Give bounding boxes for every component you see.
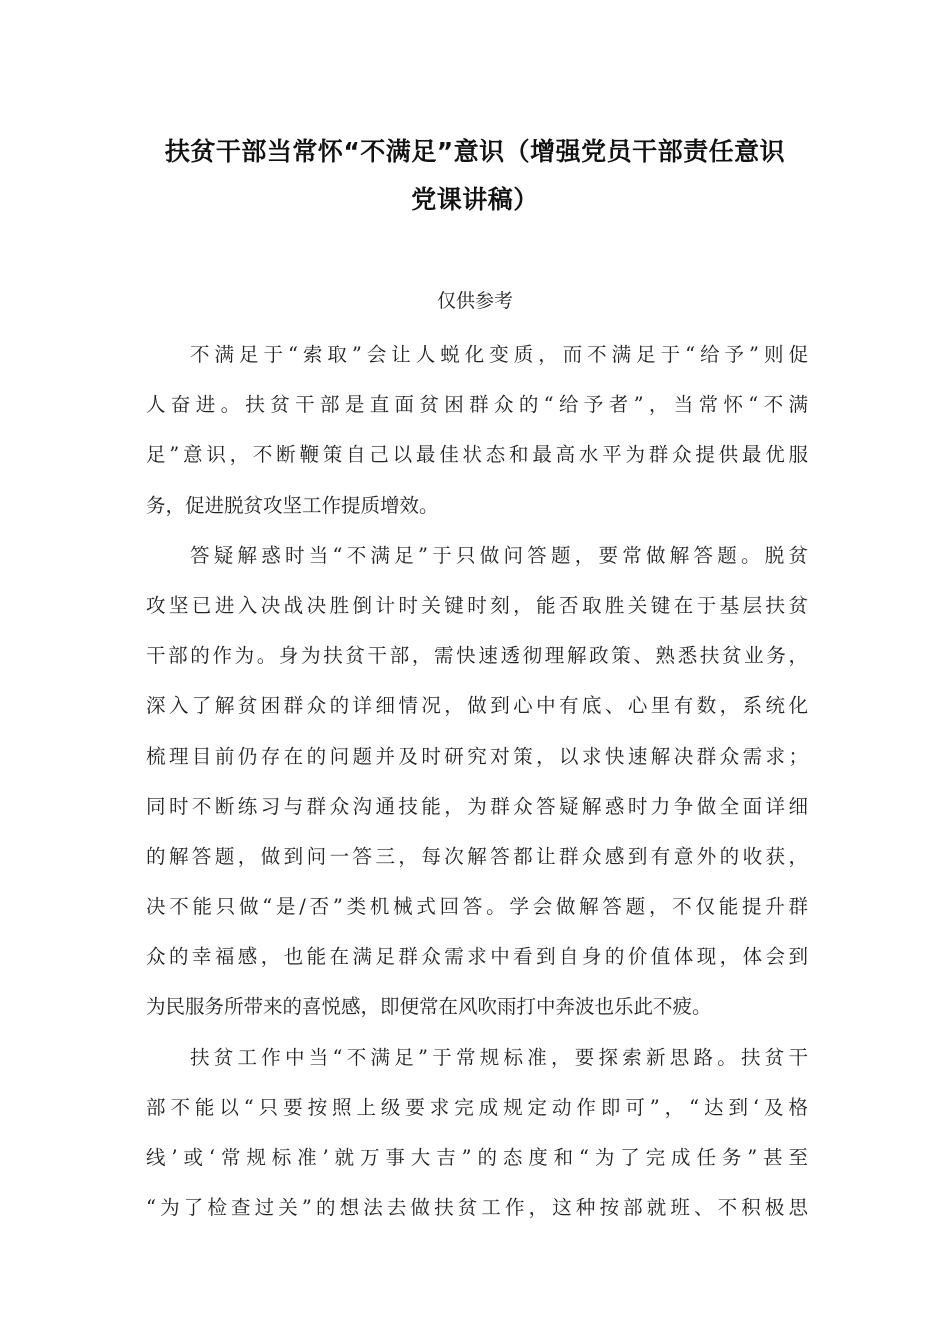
body-line: 答疑解惑时当“不满足”于只做问答题，要常做解答题。脱贫 [190, 543, 808, 567]
body-line: 人奋进。扶贫干部是直面贫困群众的“给予者”，当常怀“不满 [146, 393, 808, 417]
body-line: 梳理目前仍存在的问题并及时研究对策，以求快速解决群众需求； [146, 744, 808, 768]
body-line: 众的幸福感，也能在满足群众需求中看到自身的价值体现，体会到 [146, 945, 808, 969]
body-line: 的解答题，做到问一答三，每次解答都让群众感到有意外的收获， [146, 844, 808, 868]
body-line: 干部的作为。身为扶贫干部，需快速透彻理解政策、熟悉扶贫业务， [146, 644, 808, 668]
body-line: 决不能只做“是/否”类机械式回答。学会做解答题，不仅能提升群 [146, 895, 808, 919]
document-body [146, 330, 808, 1233]
body-line: “为了检查过关”的想法去做扶贫工作，这种按部就班、不积极思 [146, 1196, 808, 1220]
body-line: 为民服务所带来的喜悦感，即便常在风吹雨打中奔波也乐此不疲。 [146, 995, 712, 1019]
body-line: 扶贫工作中当“不满足”于常规标准，要探索新思路。扶贫干 [190, 1045, 808, 1069]
body-line: 务，促进脱贫攻坚工作提质增效。 [146, 493, 439, 517]
title-line-2: 党课讲稿） [411, 185, 539, 214]
body-line: 不满足于“索取”会让人蜕化变质，而不满足于“给予”则促 [190, 343, 808, 366]
body-line: 同时不断练习与群众沟通技能，为群众答疑解惑时力争做全面详细 [146, 794, 808, 818]
body-line: 足”意识，不断鞭策自己以最佳状态和最高水平为群众提供最优服 [146, 443, 808, 467]
body-line: 部不能以“只要按照上级要求完成规定动作即可”，“达到‘及格 [146, 1095, 808, 1119]
document-subtitle: 仅供参考 [436, 290, 513, 312]
document-title [140, 128, 810, 224]
title-line-1: 扶贫干部当常怀“不满足”意识（增强党员干部责任意识 [164, 137, 786, 166]
body-line: 攻坚已进入决战决胜倒计时关键时刻，能否取胜关键在于基层扶贫 [146, 593, 808, 617]
body-line: 线’或‘常规标准’就万事大吉”的态度和“为了完成任务”甚至 [146, 1146, 808, 1169]
body-line: 深入了解贫困群众的详细情况，做到心中有底、心里有数，系统化 [146, 694, 808, 718]
